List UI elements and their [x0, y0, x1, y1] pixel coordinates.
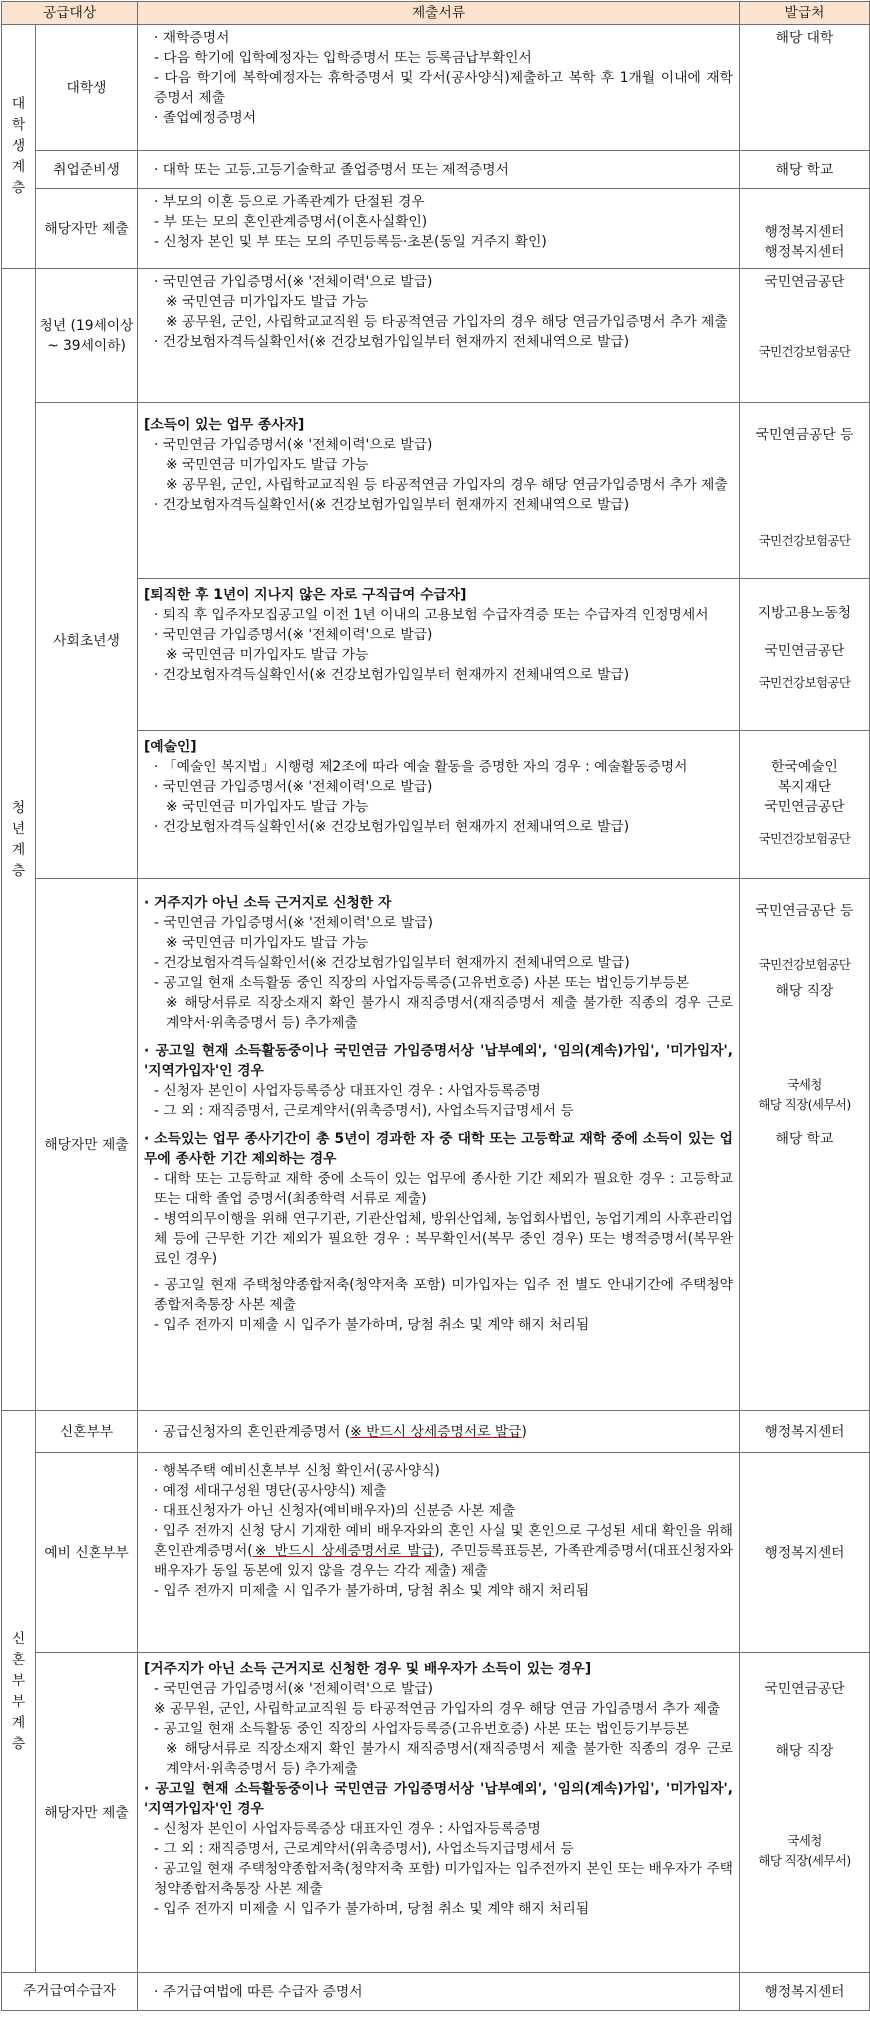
- row-college-eligible: [2, 189, 870, 269]
- doc-line: - 신청자 본인이 사업자등록증상 대표자인 경우 : 사업자등록증명: [154, 1821, 541, 1837]
- doc-line: - 부 또는 모의 혼인관계증명서(이혼사실확인): [154, 214, 428, 230]
- doc-line: - 건강보험자격득실확인서(※ 건강보험가입일부터 현재까지 전체내역으로 발급): [154, 955, 630, 971]
- doc-line: · 「예술인 복지법」시행령 제2조에 따라 예술 활동을 증명한 자의 경우 : 예술활동증명서: [154, 759, 688, 775]
- doc-text: ): [521, 1423, 527, 1440]
- doc-text: · 공급신청자의 혼인관계증명서 (: [154, 1423, 351, 1440]
- issuer-prenewlywed: [740, 1453, 870, 1653]
- header-documents: 제출서류: [138, 2, 740, 25]
- row-housing: [2, 1973, 870, 2011]
- issuer-text: 해당 직장(세무서): [758, 1097, 851, 1112]
- header-issuer: 발급처: [740, 2, 870, 25]
- doc-line: · 예정 세대구성원 명단(공사양식) 제출: [154, 1483, 387, 1499]
- row-youth: [2, 269, 870, 403]
- doc-title: · 공고일 현재 소득활동중이나 국민연금 가입증명서상 '납부예외', '임의(계속)가입', '미가입자', '지역가입자'인 경우: [144, 1043, 738, 1079]
- docs-social-b: [138, 579, 740, 731]
- doc-line: ※ 해당서류로 직장소재지 확인 불가시 재직증명서(재직증명서 제출 불가한 직종의 경우 근로계약서·위촉증명서 등) 추가제출: [166, 1741, 733, 1777]
- docs-social-c: [138, 731, 740, 879]
- doc-line: - 다음 학기에 복학예정자는 휴학증명서 및 각서(공사양식)제출하고 복학 후 1개월 이내에 재학증명서 제출: [154, 70, 733, 106]
- issuer-text: 행정복지센터: [764, 1544, 845, 1561]
- doc-line: · 공고일 현재 주택청약종합저축(청약저축 포함) 미가입자는 입주전까지 본인 또는 배우자가 주택청약종합저축통장 사본 제출: [154, 1861, 733, 1897]
- issuer-text: 국민건강보험공단: [758, 675, 851, 690]
- doc-line: · 재학증명서: [154, 30, 230, 46]
- doc-line: - 공고일 현재 소득활동 중인 직장의 사업자등록증(고유번호증) 사본 또는 법인등기부등본: [154, 975, 690, 991]
- issuer-text: 해당 직장(세무서): [758, 1853, 851, 1868]
- label-university: 대학생: [36, 25, 138, 151]
- doc-line: - 입주 전까지 미제출 시 입주가 불가하며, 당첨 취소 및 계약 해지 처리됨: [154, 1583, 590, 1599]
- label-newlywed: 신혼부부: [36, 1411, 138, 1453]
- group-newlywed: [2, 1411, 36, 1973]
- doc-line: ※ 공무원, 군인, 사립학교교직원 등 타공적연금 가입자의 경우 해당 연금 가입증명서 추가 제출: [154, 1701, 721, 1717]
- label-youth-eligible: 해당자만 제출: [36, 879, 138, 1411]
- issuer-social-b: [740, 579, 870, 731]
- issuer-newlywed-eligible: [740, 1653, 870, 1973]
- issuer-text: 행정복지센터: [764, 244, 845, 260]
- doc-line: ※ 공무원, 군인, 사립학교교직원 등 타공적연금 가입자의 경우 해당 연금가입증명서 추가 제출: [166, 477, 728, 493]
- doc-line: - 입주 전까지 미제출 시 입주가 불가하며, 당첨 취소 및 계약 해지 처리됨: [154, 1901, 590, 1917]
- issuer-housing: [740, 1973, 870, 2011]
- issuer-text: 국민건강보험공단: [758, 831, 851, 846]
- docs-youth: [138, 269, 740, 403]
- issuer-social-a: [740, 403, 870, 579]
- docs-prenewlywed: [138, 1453, 740, 1653]
- doc-line: · 건강보험자격득실확인서(※ 건강보험가입일부터 현재까지 전체내역으로 발급): [154, 334, 630, 350]
- issuer-jobseeker: [740, 151, 870, 189]
- issuer-text: 복지재단: [777, 779, 832, 795]
- doc-line: - 공고일 현재 주택청약종합저축(청약저축 포함) 미가입자는 입주 전 별도 안내기간에 주택청약종합저축통장 사본 제출: [154, 1277, 733, 1313]
- doc-title: · 소득있는 업무 종사기간이 총 5년이 경과한 자 중 대학 또는 고등학교 재학 중에 소득이 있는 업무에 종사한 기간 제외하는 경우: [144, 1131, 733, 1167]
- issuer-text: 행정복지센터: [764, 1983, 845, 2000]
- docs-housing: [138, 1973, 740, 2011]
- row-newlywed: [2, 1411, 870, 1453]
- docs-youth-eligible: [138, 879, 740, 1411]
- doc-line: · 대학 또는 고등.고등기술학교 졸업증명서 또는 제적증명서: [154, 161, 509, 178]
- doc-text: ), 주민등록표등본, 가족관계증명서(대표신청자와 배우자가 동일 동본에 있지 않을 경우는 각각 제출) 제출: [154, 1543, 738, 1579]
- doc-line: · 국민연금 가입증명서(※ '전체이력'으로 발급): [154, 274, 433, 290]
- issuer-youth-eligible: [740, 879, 870, 1411]
- issuer-text: 국민연금공단: [764, 274, 845, 290]
- issuer-text: 국세청: [787, 1077, 822, 1092]
- issuer-text: 해당 학교: [775, 1131, 834, 1147]
- label-housing: 주거급여수급자: [2, 1973, 138, 2011]
- label-jobseeker: 취업준비생: [36, 151, 138, 189]
- issuer-text: 해당 직장: [775, 983, 834, 999]
- doc-line: · 퇴직 후 입주자모집공고일 이전 1년 이내의 고용보험 수급자격증 또는 수급자격 인정명세서: [154, 607, 709, 623]
- label-social: 사회초년생: [36, 403, 138, 879]
- issuer-college-eligible: [740, 189, 870, 269]
- doc-line: · 주거급여법에 따른 수급자 증명서: [154, 1983, 363, 2000]
- issuer-text: 해당 학교: [775, 161, 834, 178]
- group-newlywed-label: 신혼부부계층: [11, 1630, 26, 1752]
- docs-social-a: [138, 403, 740, 579]
- group-college-label: 대학생계층: [11, 96, 26, 196]
- doc-line: ※ 국민연금 미가입자도 발급 가능: [166, 799, 369, 815]
- doc-title: [예술인]: [144, 739, 197, 755]
- issuer-text: 국민연금공단: [764, 1681, 845, 1697]
- issuer-text: 행정복지센터: [764, 224, 845, 240]
- issuer-text: 한국예술인: [771, 759, 838, 775]
- issuer-text: 국민연금공단 등: [755, 903, 854, 919]
- group-youth-label: 청년계층: [11, 799, 26, 879]
- document-table: [1, 1, 870, 2011]
- row-prenewlywed: [2, 1453, 870, 1653]
- issuer-newlywed: [740, 1411, 870, 1453]
- header-row: [2, 2, 870, 25]
- doc-title: [소득이 있는 업무 종사자]: [144, 417, 305, 433]
- doc-title: · 거주지가 아닌 소득 근거지로 신청한 자: [144, 895, 392, 911]
- group-youth: [2, 269, 36, 1411]
- header-target: 공급대상: [2, 2, 138, 25]
- issuer-text: 국민건강보험공단: [758, 533, 851, 548]
- label-newlywed-eligible: 해당자만 제출: [36, 1653, 138, 1973]
- doc-line: · 건강보험자격득실확인서(※ 건강보험가입일부터 현재까지 전체내역으로 발급): [154, 667, 630, 683]
- doc-line: - 입주 전까지 미제출 시 입주가 불가하며, 당첨 취소 및 계약 해지 처리됨: [154, 1317, 590, 1333]
- issuer-text: 국민연금공단 등: [755, 427, 854, 443]
- label-youth: 청년 (19세이상~ 39세이하): [36, 269, 138, 403]
- doc-line: ※ 국민연금 미가입자도 발급 가능: [166, 457, 369, 473]
- doc-line: - 병역의무이행을 위해 연구기관, 기관산업체, 방위산업체, 농업회사법인, 농업기계의 사후관리업체 등에 근무한 기간 제외가 필요한 경우 : 복무확인서(복무 중인 경우) 또는 병적증명서(복무완료인 경우): [154, 1211, 733, 1267]
- row-university: [2, 25, 870, 151]
- doc-line: · 건강보험자격득실확인서(※ 건강보험가입일부터 현재까지 전체내역으로 발급): [154, 819, 630, 835]
- doc-line: ※ 국민연금 미가입자도 발급 가능: [166, 294, 369, 310]
- doc-line: - 대학 또는 고등학교 재학 중에 소득이 있는 업무에 종사한 기간 제외가 필요한 경우 : 고등학교 또는 대학 졸업 증명서(최종학력 서류로 제출): [154, 1171, 738, 1207]
- issuer-university: [740, 25, 870, 151]
- issuer-text: 지방고용노동청: [757, 605, 852, 621]
- doc-line: - 신청자 본인이 사업자등록증상 대표자인 경우 : 사업자등록증명: [154, 1083, 541, 1099]
- doc-line: · 행복주택 예비신혼부부 신청 확인서(공사양식): [154, 1463, 440, 1479]
- issuer-text: 국세청: [787, 1833, 822, 1848]
- doc-line: ※ 국민연금 미가입자도 발급 가능: [166, 647, 369, 663]
- doc-line: - 그 외 : 재직증명서, 근로계약서(위촉증명서), 사업소득지급명세서 등: [154, 1103, 574, 1119]
- issuer-text: 국민건강보험공단: [758, 957, 851, 972]
- row-youth-eligible: [2, 879, 870, 1411]
- issuer-social-c: [740, 731, 870, 879]
- doc-line: - 다음 학기에 입학예정자는 입학증명서 또는 등록금납부확인서: [154, 50, 532, 66]
- doc-line: - 국민연금 가입증명서(※ '전체이력'으로 발급): [154, 1681, 434, 1697]
- docs-college-eligible: [138, 189, 740, 269]
- label-prenewlywed: 예비 신혼부부: [36, 1453, 138, 1653]
- doc-underlined-note: ※ 반드시 상세증명서로 발급: [252, 1543, 435, 1559]
- doc-line: · 부모의 이혼 등으로 가족관계가 단절된 경우: [154, 194, 425, 210]
- doc-title: [퇴직한 후 1년이 지나지 않은 자로 구직급여 수급자]: [144, 587, 467, 603]
- doc-title: [거주지가 아닌 소득 근거지로 신청한 경우 및 배우자가 소득이 있는 경우]: [144, 1661, 592, 1677]
- docs-newlywed-eligible: [138, 1653, 740, 1973]
- issuer-text: 국민건강보험공단: [758, 344, 851, 359]
- doc-text: · 입주 전까지 신청 당시 기재한 예비 배우자와의 혼인 사실 및 혼인으로 구성된 세대 확인을 위해 혼인관계증명서(: [154, 1523, 738, 1559]
- doc-line: - 신청자 본인 및 부 또는 모의 주민등록등·초본(동일 거주지 확인): [154, 234, 547, 250]
- row-jobseeker: [2, 151, 870, 189]
- doc-title: · 공고일 현재 소득활동중이나 국민연금 가입증명서상 '납부예외', '임의(계속)가입', '미가입자', '지역가입자'인 경우: [144, 1781, 738, 1817]
- docs-jobseeker: [138, 151, 740, 189]
- docs-university: [138, 25, 740, 151]
- doc-line: · 대표신청자가 아닌 신청자(예비배우자)의 신분증 사본 제출: [154, 1503, 516, 1519]
- doc-line: - 공고일 현재 소득활동 중인 직장의 사업자등록증(고유번호증) 사본 또는 법인등기부등본: [154, 1721, 690, 1737]
- doc-line: - 국민연금 가입증명서(※ '전체이력'으로 발급): [154, 915, 434, 931]
- doc-underlined-note: ※ 반드시 상세증명서로 발급: [350, 1423, 522, 1440]
- doc-line: - 그 외 : 재직증명서, 근로계약서(위촉증명서), 사업소득지급명세서 등: [154, 1841, 574, 1857]
- doc-line: ※ 공무원, 군인, 사립학교교직원 등 타공적연금 가입자의 경우 해당 연금가입증명서 추가 제출: [166, 314, 728, 330]
- doc-line: ※ 국민연금 미가입자도 발급 가능: [166, 935, 369, 951]
- doc-line: ※ 해당서류로 직장소재지 확인 불가시 재직증명서(재직증명서 제출 불가한 직종의 경우 근로계약서·위촉증명서 등) 추가제출: [166, 995, 733, 1031]
- doc-line: · 졸업예정증명서: [154, 110, 257, 126]
- doc-line: · 국민연금 가입증명서(※ '전체이력'으로 발급): [154, 779, 433, 795]
- doc-line: · 국민연금 가입증명서(※ '전체이력'으로 발급): [154, 437, 433, 453]
- group-college: [2, 25, 36, 269]
- issuer-youth: [740, 269, 870, 403]
- label-college-eligible: 해당자만 제출: [36, 189, 138, 269]
- doc-line: [144, 1422, 733, 1442]
- doc-line: · 건강보험자격득실확인서(※ 건강보험가입일부터 현재까지 전체내역으로 발급): [154, 497, 630, 513]
- issuer-text: 해당 직장: [775, 1743, 834, 1759]
- issuer-text: 국민연금공단: [764, 799, 845, 815]
- issuer-text: 행정복지센터: [764, 1423, 845, 1440]
- row-social-a: [2, 403, 870, 579]
- docs-newlywed: [138, 1411, 740, 1453]
- row-newlywed-eligible: [2, 1653, 870, 1973]
- issuer-text: 해당 대학: [775, 30, 834, 46]
- doc-line: [144, 1521, 738, 1581]
- issuer-text: 국민연금공단: [764, 643, 845, 659]
- doc-line: · 국민연금 가입증명서(※ '전체이력'으로 발급): [154, 627, 433, 643]
